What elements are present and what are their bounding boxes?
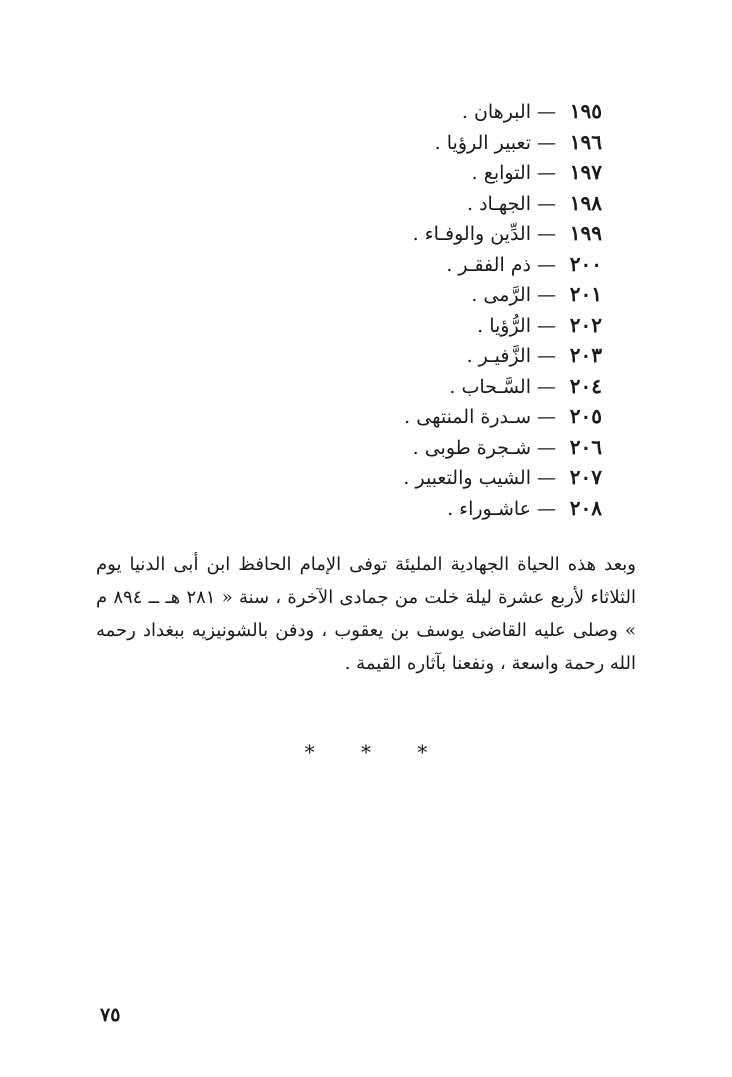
item-number: ٢٠١	[569, 282, 602, 306]
dash-separator: —	[537, 436, 556, 459]
separator-star: *	[304, 740, 315, 764]
item-title: عاشـوراء .	[447, 497, 531, 520]
dash-separator: —	[537, 406, 556, 428]
list-item	[242, 462, 602, 493]
dash-separator: —	[537, 253, 556, 276]
item-title: تعبير الرؤيا .	[434, 131, 531, 154]
list-item	[242, 127, 602, 158]
item-number: ١٩٦	[569, 129, 602, 154]
item-number: ١٩٨	[569, 190, 602, 215]
list-item	[242, 371, 602, 402]
dash-separator: —	[537, 223, 556, 245]
dash-separator: —	[537, 497, 556, 520]
item-number: ٢٠٥	[569, 404, 602, 428]
item-number: ١٩٥	[569, 99, 602, 123]
item-title: الشيب والتعبير .	[403, 467, 531, 489]
list-item	[242, 340, 602, 371]
item-title: الرَّمى .	[471, 284, 531, 306]
dash-separator: —	[537, 162, 556, 184]
item-title: التوابع .	[471, 162, 531, 184]
item-number: ١٩٩	[569, 221, 602, 245]
item-title: الجهـاد .	[467, 192, 531, 215]
dash-separator: —	[537, 192, 556, 215]
list-item	[242, 401, 602, 432]
topic-list	[242, 96, 602, 523]
item-number: ٢٠٨	[569, 495, 602, 520]
item-number: ٢٠٣	[569, 343, 602, 367]
list-item	[242, 218, 602, 249]
item-number: ٢٠٢	[569, 312, 602, 337]
item-number: ٢٠٧	[569, 465, 602, 489]
page-number: ٧٥	[100, 1004, 121, 1026]
item-title: شـجرة طوبى .	[412, 436, 531, 459]
dash-separator: —	[537, 375, 556, 398]
list-item	[242, 96, 602, 127]
item-title: الرُّؤيا .	[477, 314, 531, 337]
separator-star: *	[417, 740, 428, 764]
separator-star: *	[361, 740, 371, 764]
item-title: الزَّفيـر .	[466, 345, 531, 367]
dash-separator: —	[537, 467, 556, 489]
list-item	[242, 188, 602, 219]
closing-paragraph: وبعد هذه الحياة الجهادية المليئة توفى الإمام الحافظ ابن أبى الدنيا يوم الثلاثاء لأربع عشرة ليلة خلت من جمادى الآخرة ، سنة « ٢٨١ هـ ــ ٨٩٤ م » وصلى عليه القاضى يوسف بن يعقوب ، ودفن بالشونيزيه ببغداد رحمه الله رحمة واسعة ، ونفعنا بآثاره القيمة .	[96, 554, 636, 674]
list-item	[242, 310, 602, 341]
list-item	[242, 432, 602, 463]
item-title: سـدرة المنتهى .	[404, 406, 531, 428]
dash-separator: —	[537, 314, 556, 337]
item-number: ٢٠٤	[569, 373, 602, 398]
item-number: ٢٠٠	[569, 251, 602, 276]
item-number: ٢٠٦	[569, 434, 602, 459]
item-title: ذم الفقـر .	[446, 253, 531, 276]
list-item	[242, 249, 602, 280]
dash-separator: —	[537, 345, 556, 367]
item-title: السَّـحاب .	[449, 375, 531, 398]
section-separator	[0, 740, 732, 764]
dash-separator: —	[537, 284, 556, 306]
dash-separator: —	[537, 101, 556, 123]
item-title: الدِّين والوفـاء .	[412, 223, 531, 245]
list-item	[242, 279, 602, 310]
item-number: ١٩٧	[569, 160, 602, 184]
dash-separator: —	[537, 131, 556, 154]
list-item	[242, 157, 602, 188]
list-item	[242, 493, 602, 524]
item-title: البرهان .	[461, 101, 531, 123]
